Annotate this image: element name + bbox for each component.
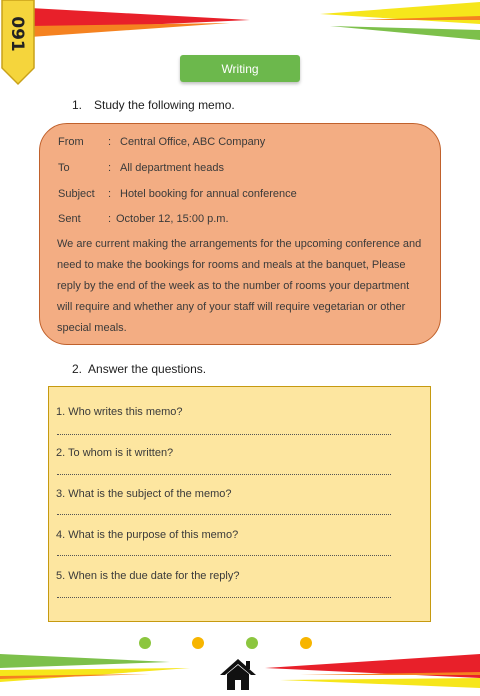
top-stripes-decoration bbox=[0, 0, 480, 50]
question-4: 4. What is the purpose of this memo? bbox=[56, 529, 239, 541]
answer-line-5[interactable] bbox=[57, 597, 391, 598]
memo-colon: : bbox=[108, 213, 112, 225]
answer-line-3[interactable] bbox=[57, 514, 391, 515]
section-title-banner bbox=[180, 55, 300, 82]
answer-line-4[interactable] bbox=[57, 555, 391, 556]
page-number-tab bbox=[0, 0, 36, 86]
answer-line-2[interactable] bbox=[57, 474, 391, 475]
exercise-1-text: Study the following memo. bbox=[94, 98, 235, 112]
memo-label: Subject bbox=[58, 188, 95, 200]
memo-body-line: will require and whether any of your staff will require vegetarian or other bbox=[57, 301, 406, 313]
memo-row-subject bbox=[58, 188, 297, 200]
exercise-1-number: 1. bbox=[72, 98, 83, 112]
question-2: 2. To whom is it written? bbox=[56, 447, 174, 459]
exercise-1-heading bbox=[72, 98, 235, 112]
memo-colon: : bbox=[108, 188, 112, 200]
memo-label: To bbox=[58, 162, 70, 174]
section-title: Writing bbox=[221, 61, 259, 76]
answer-line-1[interactable] bbox=[57, 434, 391, 435]
memo-body-line: need to make the bookings for rooms and meals at the banquet, Please bbox=[57, 259, 406, 271]
answer-box bbox=[48, 386, 431, 622]
memo-row-to bbox=[58, 162, 224, 174]
home-icon[interactable] bbox=[219, 657, 257, 691]
memo-colon: : bbox=[108, 162, 112, 174]
memo-value: Central Office, ABC Company bbox=[120, 136, 266, 148]
memo-body bbox=[57, 234, 427, 339]
exercise-2-heading: 2. Answer the questions. bbox=[72, 362, 207, 376]
page-number: 091 bbox=[7, 16, 27, 52]
memo-colon: : bbox=[108, 136, 112, 148]
memo-label: Sent bbox=[58, 213, 81, 225]
memo-body-line: special meals. bbox=[57, 322, 127, 334]
memo-value: October 12, 15:00 p.m. bbox=[116, 213, 229, 225]
memo-row-sent bbox=[58, 213, 229, 225]
question-5: 5. When is the due date for the reply? bbox=[56, 570, 240, 582]
question-1: 1. Who writes this memo? bbox=[56, 406, 183, 418]
memo-value: All department heads bbox=[120, 162, 224, 174]
question-3: 3. What is the subject of the memo? bbox=[56, 488, 232, 500]
memo-body-line: We are current making the arrangements for the upcoming conference and bbox=[57, 238, 422, 250]
memo-body-line: reply by the end of the week as to the number of rooms your department bbox=[57, 280, 410, 292]
memo-row-from bbox=[58, 136, 265, 148]
memo-label: From bbox=[58, 136, 84, 148]
memo-value: Hotel booking for annual conference bbox=[120, 188, 297, 200]
